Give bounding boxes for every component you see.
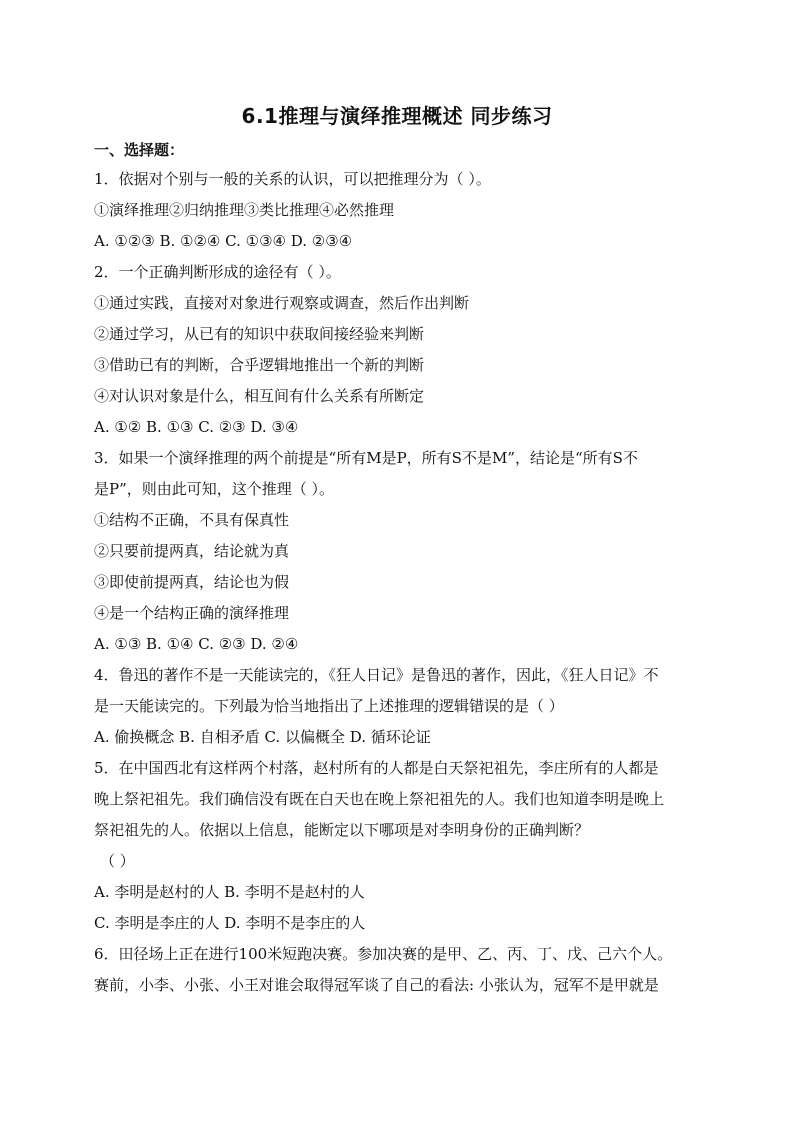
question-3-line-2: 是P”，则由此可知，这个推理（ ）。	[94, 480, 335, 498]
question-5-options-ab: A. 李明是赵村的人 B. 李明不是赵村的人	[94, 883, 365, 901]
page-title: 6.1推理与演绎推理概述 同步练习	[241, 104, 553, 128]
question-4-line-1: 4．鲁迅的著作不是一天能读完的，《狂人日记》是鲁迅的著作，因此，《狂人日记》不	[94, 666, 659, 684]
question-3-statement-1: ①结构不正确，不具有保真性	[94, 511, 290, 529]
section-heading: 一、选择题：	[94, 141, 185, 159]
question-2-options: A. ①② B. ①③ C. ②③ D. ③④	[94, 418, 299, 436]
question-3-statement-3: ③即使前提两真，结论也为假	[94, 573, 290, 591]
question-1-statements: ①演绎推理②归纳推理③类比推理④必然推理	[94, 201, 395, 219]
question-4-options: A. 偷换概念 B. 自相矛盾 C. 以偏概全 D. 循环论证	[94, 728, 431, 746]
question-2-statement-1: ①通过实践，直接对对象进行观察或调查，然后作出判断	[94, 294, 470, 312]
question-5-line-2: 晚上祭祀祖先。我们确信没有既在白天也在晚上祭祀祖先的人。我们也知道李明是晚上	[94, 790, 665, 808]
question-5-options-cd: C. 李明是李庄的人 D. 李明不是李庄的人	[94, 914, 366, 932]
question-5-line-1: 5．在中国西北有这样两个村落，赵村所有的人都是白天祭祀祖先，李庄所有的人都是	[94, 759, 659, 777]
question-6-line-2: 赛前，小李、小张、小王对谁会取得冠军谈了自己的看法: 小张认为，冠军不是甲就是	[94, 976, 659, 994]
question-3-options: A. ①③ B. ①④ C. ②③ D. ②④	[94, 635, 299, 653]
question-2-statement-3: ③借助已有的判断，合乎逻辑地推出一个新的判断	[94, 356, 425, 374]
question-4-line-2: 是一天能读完的。下列最为恰当地指出了上述推理的逻辑错误的是（ ）	[94, 697, 564, 715]
question-3-statement-2: ②只要前提两真，结论就为真	[94, 542, 290, 560]
question-5-line-3: 祭祀祖先的人。依据以上信息，能断定以下哪项是对李明身份的正确判断？	[94, 821, 590, 839]
question-2-statement-4: ④对认识对象是什么，相互间有什么关系有所断定	[94, 387, 425, 405]
question-3-line-1: 3．如果一个演绎推理的两个前提是“所有M是P，所有S不是M”，结论是“所有S不	[94, 449, 638, 467]
question-1: 1．依据对个别与一般的关系的认识，可以把推理分为（ ）。	[94, 170, 491, 188]
exercise-content	[94, 136, 710, 1001]
question-6-line-1: 6．田径场上正在进行100米短跑决赛。参加决赛的是甲、乙、丙、丁、戊、己六个人。	[94, 945, 673, 963]
question-2-statement-2: ②通过学习，从已有的知识中获取间接经验来判断	[94, 325, 425, 343]
question-5-answer-blank: （ ）	[100, 852, 135, 870]
question-3-statement-4: ④是一个结构正确的演绎推理	[94, 604, 290, 622]
question-1-options: A. ①②③ B. ①②④ C. ①③④ D. ②③④	[94, 232, 353, 250]
question-2: 2．一个正确判断形成的途径有（ ）。	[94, 263, 341, 281]
